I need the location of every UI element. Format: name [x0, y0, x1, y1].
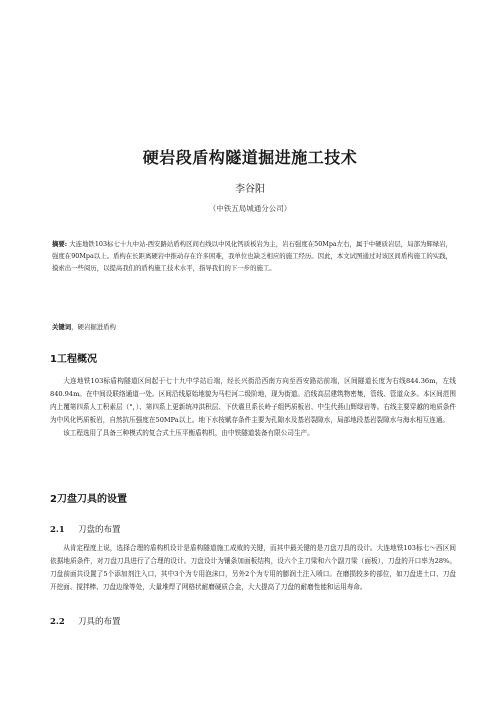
subsection-title: 刀盘的布置 [78, 525, 121, 535]
subsection-2-1-paragraph: 从肯定程度上说，选择合理的盾构机设计是盾构隧道施工成败的关键，而其中最关键的是刀盘刀具的设计。大连地铁103标七～西区间依据地质条件，对刀盘刀具进行了合理的设计。刀盘设计为镶条加面板结构，设六个主刀梁和六个副刀梁（面板），刀盘的开口率为28%。刀盘前面共设置了5个添加剂注入口，其中3个为专用泡沫口，另外2个为专用的膨润土注入喷口。在磨损较多的部位，如刀盘进土口、刀盘开挖面、搅拌棒、刀盘边缘等处，大量堆焊了网格状耐磨硬质合金，大大提高了刀盘的耐磨性能和运用寿命。 [50, 544, 456, 591]
section-1-paragraph: 大连地铁103标盾构隧道区间起于七十九中学站后端，经长兴街沿西南方向至西安路站前端，区间隧道长度为右线844.36m，左线840.94m。在中间设联络通道一处。区间沿线原始地貌为马栏河二级阶地，现为街道。沿线高层建筑物密集，管线、管道众多。本区间范围内上覆第四系人工积素层（°，）、第四系上更新统冲洪积层、下伏震旦系长岭子组钙质板岩、中生代燕山辉绿岩等。右线主要穿越的地质条件为中风化钙质板岩，自然抗压强度在50MPa以上。地下水按赋存条件主要为孔隙水及基岩裂隙水，局部地段基岩裂隙水与海水相互连通。 [50, 377, 456, 424]
affiliation: （中铁五局城通分公司） [208, 204, 292, 213]
paper-title: 硬岩段盾构隧道掘进施工技术 [142, 148, 358, 167]
keywords-text: ，硬岩掘进盾构 [71, 323, 116, 331]
subsection-number: 2.1 [50, 525, 65, 535]
subsection-title: 刀具的布置 [78, 617, 121, 627]
section-2-heading: 2刀盘刀具的设置 [50, 494, 127, 505]
subsection-2-1-heading [50, 523, 121, 535]
section-1-paragraph: 该工程选用了具备三种模式的复合式土压平衡盾构机，由中铁隧道装备有限公司生产。 [63, 428, 314, 437]
section-1-body [50, 375, 456, 440]
subsection-2-1-body [50, 542, 456, 594]
section-1-heading: 1工程概况 [50, 354, 97, 365]
abstract [52, 238, 452, 274]
subsection-number: 2.2 [50, 617, 65, 627]
keywords-label: 关键词 [52, 323, 72, 331]
abstract-text: 大连地铁103标七十九中站-西安路站盾构区间右线以中风化钙质板岩为主，岩石强度在50Mpa左右，属于中硬质岩层，局部为辉绿岩，强度在90Mpa以上。盾构在长距离硬岩中推动存在许多困难，我单位也缺乏相应的施工经历。因此，本文试图通过对该区间盾构施工的实践，摸索出一些阅历，以提高我们的盾构施工技术水平，指导我们的下一步的施工。 [52, 240, 452, 273]
abstract-label: 摘要: [52, 240, 68, 248]
author-name: 李谷阳 [235, 184, 265, 195]
keywords [52, 322, 452, 331]
subsection-2-2-heading [50, 615, 121, 627]
